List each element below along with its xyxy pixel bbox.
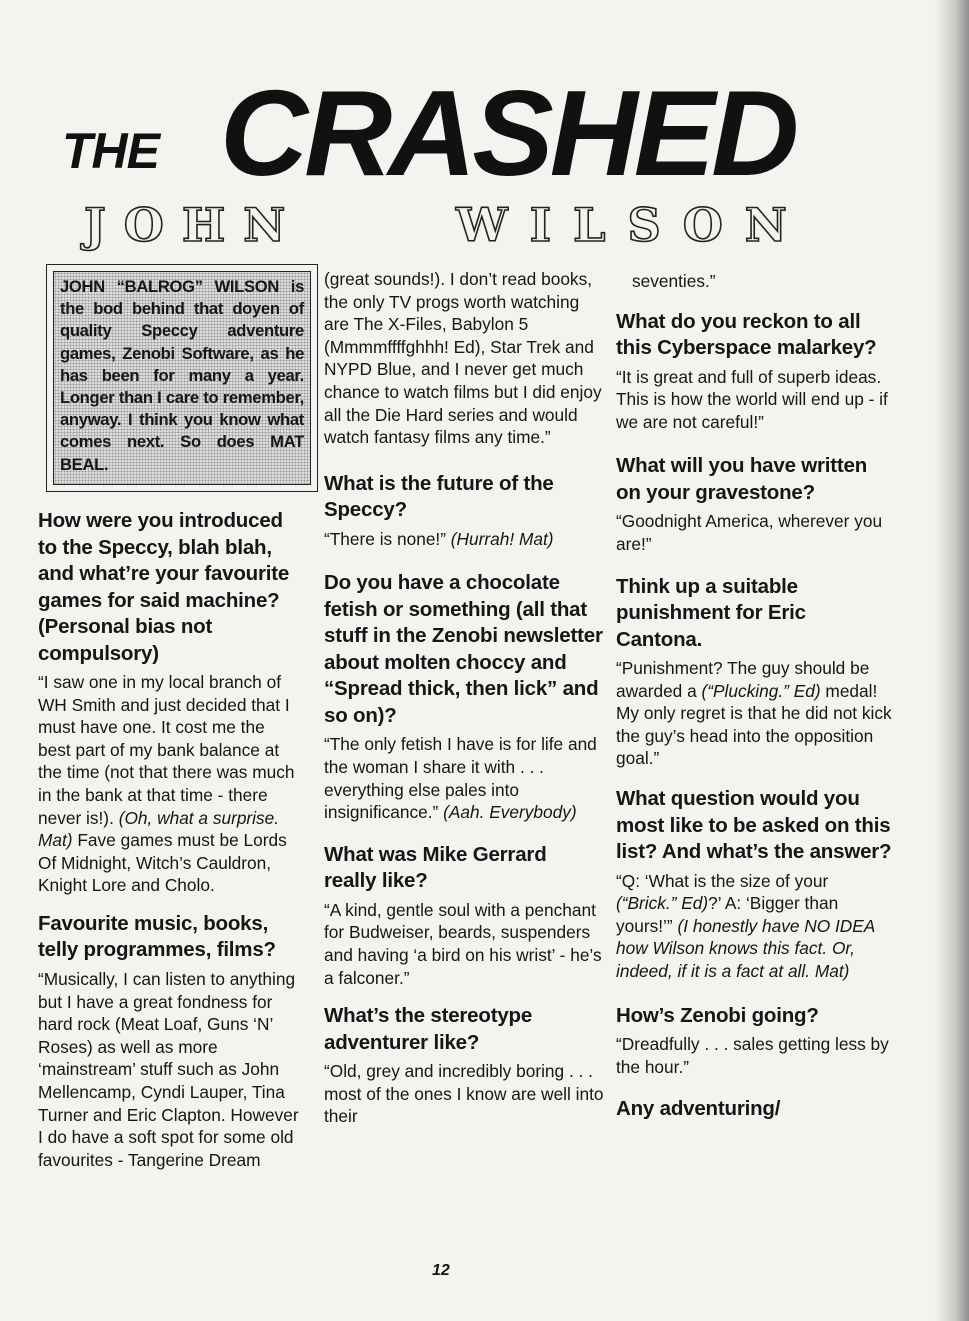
answer-9-text: “Punishment? The guy should be awarded a: [616, 658, 870, 701]
column-2: [324, 268, 604, 1128]
answer-3: [324, 528, 604, 551]
answer-10-note-1: (“Brick.” Ed): [616, 893, 709, 914]
question-12: Any adventuring/: [616, 1097, 781, 1121]
answer-4: [324, 733, 604, 823]
answer-3-note: (Hurrah! Mat): [450, 528, 554, 549]
question-3: What is the future of the Speccy?: [324, 471, 554, 522]
answer-10: [616, 870, 892, 983]
intro-box: [46, 264, 318, 492]
answer-1-text: “I saw one in my local branch of WH Smith and just decided that I must have one. It cost me the best part of my bank balance at the time (not that there was much in the bank at that time - there never is!).: [38, 672, 295, 828]
headline: [60, 65, 900, 201]
answer-10-note-2: (I honestly have NO IDEA how Wilson knows this fact. Or, indeed, if it is a fact at all. Mat): [616, 915, 875, 981]
question-2: Favourite music, books, telly programmes, films?: [38, 911, 276, 962]
column-1: [38, 508, 300, 1171]
answer-7: “It is great and full of superb ideas. This is how the world will end up - if we are not careful!”: [616, 366, 888, 432]
answer-9: [616, 657, 892, 770]
intro-text: JOHN “BALROG” WILSON is the bod behind that doyen of quality Speccy adventure games, Zenobi Software, as he has been for many a year. Longer than I care to remember, anyway. I think you know what comes next. So does MAT BEAL.: [53, 271, 311, 485]
answer-8: “Goodnight America, wherever you are!”: [616, 511, 883, 554]
page-edge-shadow: [935, 0, 969, 1321]
answer-10-text: “Q: ‘What is the size of your: [616, 870, 829, 891]
answer-2: “Musically, I can listen to anything but I have a great fondness for hard rock (Meat Loaf, Guns ‘N’ Roses) as well as more ‘mainstream’ stuff such as John Mellencamp, Cyndi Lauper, Tina Turner and Eric Clapton. However I do have a soft spot for some old favourites - Tangerine Dream: [38, 968, 299, 1170]
answer-9-note: (“Plucking.” Ed): [701, 680, 821, 701]
answer-1-rest: Fave games must be Lords Of Midnight, Witch’s Cauldron, Knight Lore and Cholo.: [38, 830, 287, 896]
question-9: Think up a suitable punishment for Eric Cantona.: [616, 574, 806, 651]
answer-5: “A kind, gentle soul with a penchant for Budweiser, beards, suspenders and having ‘a bird on his wrist’ - he’s a falconer.”: [324, 899, 602, 988]
byline-first-name: JOHN: [84, 198, 304, 252]
page-number: 12: [432, 1262, 450, 1279]
answer-4-note: (Aah. Everybody): [443, 802, 577, 823]
answer-10-mid: ?’ A: ‘Bigger than yours!’”: [616, 893, 839, 936]
answer-4-text: “The only fetish I have is for life and the woman I share it with . . . everything else pales into insignificance.”: [324, 734, 597, 823]
question-11: How’s Zenobi going?: [616, 1003, 819, 1027]
question-5: What was Mike Gerrard really like?: [324, 842, 547, 893]
answer-2-continued: (great sounds!). I don’t read books, the only TV progs worth watching are The X-Files, Babylon 5 (Mmmmffffghhh! Ed), Star Trek and NYPD Blue, and I never get much chance to watch films but I did enjoy all the Die Hard series and would watch fantasy films any time.”: [324, 269, 602, 448]
byline-last-name: WILSON: [456, 198, 809, 252]
question-10: What question would you most like to be asked on this list? And what’s the answer?: [616, 787, 892, 864]
answer-3-text: “There is none!”: [324, 528, 446, 549]
question-1: How were you introduced to the Speccy, blah blah, and what’re your favourite games for said machine? (Personal bias not compulsory): [38, 509, 290, 665]
headline-prefix: THE: [62, 123, 159, 179]
answer-11: “Dreadfully . . . sales getting less by the hour.”: [616, 1034, 889, 1077]
question-8: What will you have written on your gravestone?: [616, 454, 868, 504]
question-7: What do you reckon to all this Cyberspace malarkey?: [616, 309, 877, 360]
question-6: What’s the stereotype adventurer like?: [324, 1004, 533, 1054]
answer-9-rest: medal! My only regret is that he did not kick the guy’s head into the opposition goal.”: [616, 680, 892, 769]
answer-6: “Old, grey and incredibly boring . . . most of the ones I know are well into their: [324, 1061, 604, 1127]
answer-1-note: (Oh, what a surprise. Mat): [38, 807, 280, 851]
answer-1: [38, 671, 300, 897]
column-3: [616, 270, 892, 1123]
answer-6-continued: seventies.”: [632, 271, 716, 291]
question-4: Do you have a chocolate fetish or something (all that stuff in the Zenobi newsletter about molten choccy and “Spread thick, then lick” and so on)?: [324, 571, 603, 727]
headline-main: CRASHED: [220, 65, 796, 201]
